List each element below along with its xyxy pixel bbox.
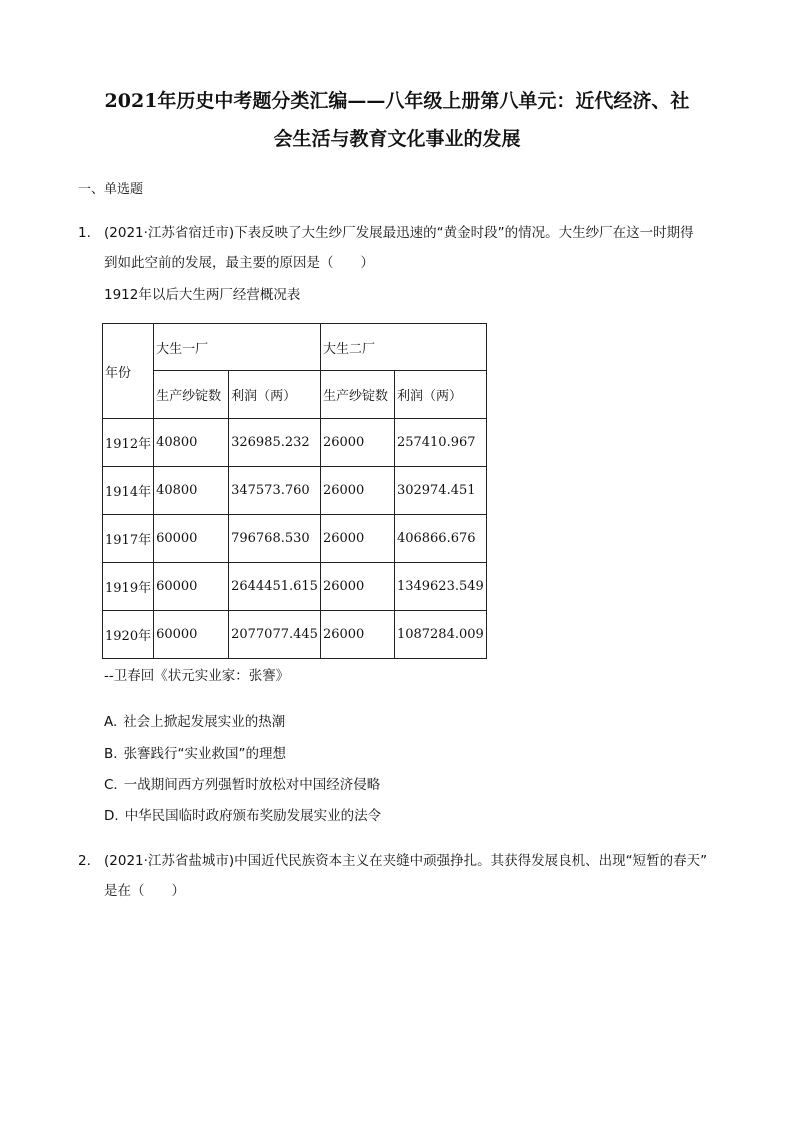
question-2-line-1: (2021·江苏省盐城市)中国近代民族资本主义在夹缝中顽强挣扎。其获得发展良机、出现“短暂的春天”: [104, 853, 708, 869]
table-subheader-row: [103, 371, 487, 419]
table-cell: 1087284.009: [394, 611, 486, 659]
table-row: [103, 467, 487, 515]
table-cell: 26000: [320, 563, 394, 611]
table-cell: 26000: [320, 515, 394, 563]
option-label: C.: [104, 777, 118, 793]
option-a[interactable]: [104, 710, 285, 730]
year-header: 年份: [103, 324, 154, 419]
section-heading: 一、单选题: [78, 182, 144, 197]
table-cell: 1917年: [103, 515, 154, 563]
table-cell: 60000: [154, 563, 229, 611]
question-2-line-2: 是在（ ）: [104, 883, 185, 899]
option-label: D.: [104, 808, 119, 824]
table-row: [103, 563, 487, 611]
subheader-cell: 生产纱锭数: [154, 371, 229, 419]
option-text: 中华民国临时政府颁布奖励发展实业的法令: [124, 808, 382, 824]
option-label: B.: [104, 746, 118, 762]
table-row: [103, 515, 487, 563]
question-1: [78, 218, 722, 278]
factory1-header: 大生一厂: [154, 324, 321, 371]
table-cell: 406866.676: [394, 515, 486, 563]
title-line-2: 会生活与教育文化事业的发展: [273, 128, 521, 150]
table-row: [103, 611, 487, 659]
table-cell: 2644451.615: [229, 563, 321, 611]
question-1-line-2: 到如此空前的发展，最主要的原因是（ ）: [104, 255, 374, 271]
option-text: 社会上掀起发展实业的热潮: [123, 714, 286, 730]
option-text: 张謇践行“实业救国”的理想: [123, 746, 287, 762]
table-cell: 1912年: [103, 419, 154, 467]
table-cell: 26000: [320, 611, 394, 659]
subheader-cell: 利润（两）: [229, 371, 321, 419]
title-line-1: 2021年历史中考题分类汇编——八年级上册第八单元：近代经济、社: [104, 90, 690, 112]
table-cell: 347573.760: [229, 467, 321, 515]
table-cell: 40800: [154, 419, 229, 467]
option-text: 一战期间西方列强暂时放松对中国经济侵略: [123, 777, 381, 793]
table-cell: 326985.232: [229, 419, 321, 467]
table-source: --卫春回《状元实业家：张謇》: [104, 668, 290, 684]
table-cell: 1349623.549: [394, 563, 486, 611]
table-row: [103, 419, 487, 467]
subheader-cell: 利润（两）: [394, 371, 486, 419]
factory-table: [102, 323, 487, 659]
table-cell: 26000: [320, 419, 394, 467]
table-cell: 60000: [154, 611, 229, 659]
subheader-cell: 生产纱锭数: [320, 371, 394, 419]
table-cell: 2077077.445: [229, 611, 321, 659]
option-c[interactable]: [104, 773, 380, 793]
factory2-header: 大生二厂: [320, 324, 486, 371]
table-caption: 1912年以后大生两厂经营概况表: [104, 287, 301, 303]
table-cell: 60000: [154, 515, 229, 563]
question-2-number: 2.: [78, 853, 91, 869]
table-cell: 1919年: [103, 563, 154, 611]
table-cell: 26000: [320, 467, 394, 515]
table-cell: 302974.451: [394, 467, 486, 515]
table-cell: 257410.967: [394, 419, 486, 467]
table-cell: 1920年: [103, 611, 154, 659]
table-cell: 796768.530: [229, 515, 321, 563]
table-cell: 1914年: [103, 467, 154, 515]
question-2: [78, 846, 722, 906]
page-title: [60, 82, 734, 158]
option-b[interactable]: [104, 742, 286, 762]
table-cell: 40800: [154, 467, 229, 515]
table-header-row: [103, 324, 487, 371]
option-d[interactable]: [104, 804, 381, 824]
option-label: A.: [104, 714, 118, 730]
question-1-number: 1.: [78, 225, 91, 241]
question-1-line-1: (2021·江苏省宿迁市)下表反映了大生纱厂发展最迅速的“黄金时段”的情况。大生纱厂在这一时期得: [104, 225, 694, 241]
